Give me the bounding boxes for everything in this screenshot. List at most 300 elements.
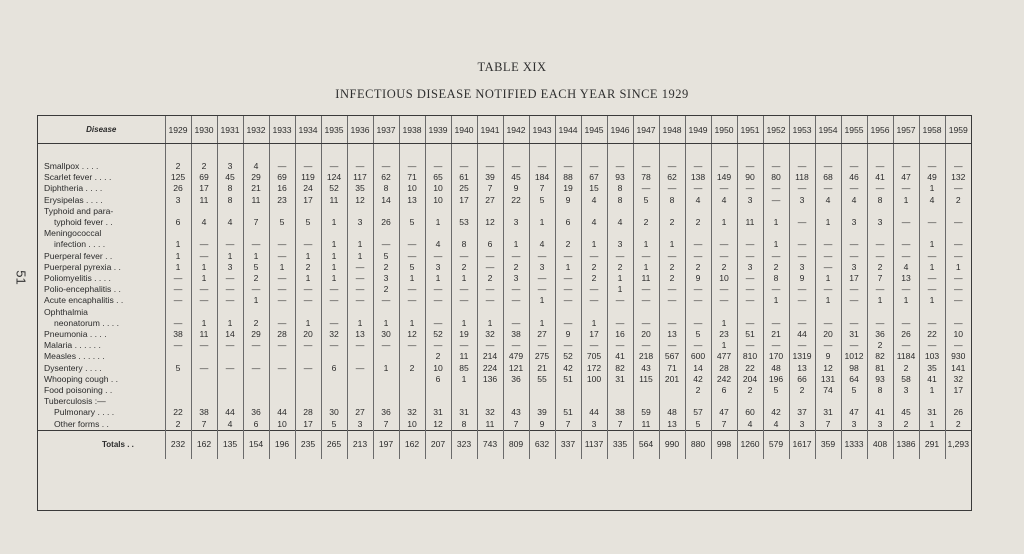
- totals-cell: 1260: [737, 430, 763, 459]
- table-cell: 19: [555, 183, 581, 194]
- table-cell: [711, 307, 737, 318]
- table-cell: —: [893, 284, 919, 295]
- table-cell: 32: [477, 407, 503, 418]
- totals-cell: 323: [451, 430, 477, 459]
- table-cell: 3: [867, 217, 893, 228]
- table-cell: —: [659, 161, 685, 172]
- table-cell: 4: [841, 195, 867, 206]
- table-cell: —: [633, 340, 659, 351]
- totals-cell: 197: [373, 430, 399, 459]
- table-cell: —: [945, 161, 971, 172]
- table-cell: —: [425, 251, 451, 262]
- row-label: Meningococcal: [44, 228, 102, 239]
- table-cell: 201: [659, 374, 685, 385]
- table-cell: 1: [919, 262, 945, 273]
- table-cell: 1: [321, 262, 347, 273]
- table-cell: 9: [685, 273, 711, 284]
- table-cell: 4: [763, 419, 789, 431]
- table-cell: —: [841, 284, 867, 295]
- table-cell: 204: [737, 374, 763, 385]
- table-cell: 62: [659, 172, 685, 183]
- table-cell: —: [919, 284, 945, 295]
- table-cell: —: [633, 295, 659, 306]
- table-cell: 8: [217, 183, 243, 194]
- table-cell: 21: [763, 329, 789, 340]
- table-cell: [815, 228, 841, 239]
- table-cell: [841, 307, 867, 318]
- row-label: Ophthalmia: [44, 306, 88, 317]
- table-cell: 7: [373, 419, 399, 431]
- table-cell: [503, 385, 529, 396]
- table-cell: 93: [607, 172, 633, 183]
- table-cell: 2: [477, 273, 503, 284]
- table-row: [38, 407, 971, 418]
- table-cell: —: [607, 295, 633, 306]
- row-label: Acute encaphalitis . .: [44, 295, 124, 306]
- table-cell: —: [945, 295, 971, 306]
- table-cell: 2: [243, 318, 269, 329]
- totals-cell: 196: [269, 430, 295, 459]
- table-cell: [581, 385, 607, 396]
- table-cell: —: [841, 161, 867, 172]
- table-cell: 2: [633, 217, 659, 228]
- table-cell: 4: [217, 217, 243, 228]
- table-cell: 3: [789, 262, 815, 273]
- totals-cell: 207: [425, 430, 451, 459]
- table-cell: 5: [633, 195, 659, 206]
- table-cell: [243, 307, 269, 318]
- table-cell: 8: [867, 385, 893, 396]
- table-cell: —: [347, 295, 373, 306]
- table-cell: —: [321, 161, 347, 172]
- table-cell: [893, 396, 919, 407]
- table-cell: —: [477, 251, 503, 262]
- table-cell: 103: [919, 351, 945, 362]
- table-cell: [477, 396, 503, 407]
- table-cell: 7: [503, 419, 529, 431]
- table-cell: 5: [841, 385, 867, 396]
- table-cell: [555, 228, 581, 239]
- table-cell: 172: [581, 363, 607, 374]
- table-cell: 1: [919, 419, 945, 431]
- table-cell: 68: [815, 172, 841, 183]
- table-cell: [633, 307, 659, 318]
- table-cell: —: [217, 284, 243, 295]
- table-cell: —: [685, 161, 711, 172]
- table-cell: 8: [607, 195, 633, 206]
- table-cell: 14: [217, 329, 243, 340]
- table-cell: [763, 206, 789, 217]
- table-cell: [373, 228, 399, 239]
- table-cell: —: [867, 284, 893, 295]
- table-cell: —: [685, 239, 711, 250]
- table-cell: 48: [659, 407, 685, 418]
- table-cell: 3: [867, 419, 893, 431]
- table-cell: 71: [659, 363, 685, 374]
- table-cell: [581, 206, 607, 217]
- table-cell: 3: [737, 195, 763, 206]
- table-cell: —: [763, 183, 789, 194]
- table-cell: 24: [295, 183, 321, 194]
- totals-cell: 1,293: [945, 430, 971, 459]
- table-cell: 2: [451, 262, 477, 273]
- totals-cell: 235: [295, 430, 321, 459]
- totals-cell: 162: [399, 430, 425, 459]
- table-cell: 30: [373, 329, 399, 340]
- table-cell: —: [165, 273, 191, 284]
- table-row: [38, 273, 971, 284]
- table-row: [38, 228, 971, 239]
- table-cell: 2: [685, 262, 711, 273]
- table-cell: —: [243, 284, 269, 295]
- table-cell: 2: [711, 262, 737, 273]
- table-cell: 3: [217, 161, 243, 172]
- table-row: [38, 183, 971, 194]
- table-cell: 36: [243, 407, 269, 418]
- table-row: [38, 195, 971, 206]
- table-cell: [269, 228, 295, 239]
- table-cell: [763, 228, 789, 239]
- table-cell: 2: [503, 262, 529, 273]
- table-cell: 1: [399, 318, 425, 329]
- row-label: Polio-encephalitis . .: [44, 284, 121, 295]
- table-cell: 5: [763, 385, 789, 396]
- table-cell: 42: [555, 363, 581, 374]
- table-cell: 4: [581, 195, 607, 206]
- table-cell: 2: [165, 419, 191, 431]
- row-label: Smallpox . . . .: [44, 161, 99, 171]
- table-cell: —: [321, 284, 347, 295]
- table-cell: [191, 228, 217, 239]
- table-cell: 2: [789, 385, 815, 396]
- table-cell: —: [451, 340, 477, 351]
- table-cell: —: [737, 295, 763, 306]
- table-cell: [217, 351, 243, 362]
- table-row: [38, 307, 971, 318]
- table-cell: 51: [555, 374, 581, 385]
- totals-cell: 265: [321, 430, 347, 459]
- table-cell: 1: [321, 251, 347, 262]
- table-cell: 2: [685, 385, 711, 396]
- table-cell: 2: [867, 262, 893, 273]
- row-label: infection . . . .: [54, 239, 106, 250]
- table-cell: —: [659, 340, 685, 351]
- table-cell: [659, 228, 685, 239]
- table-cell: 2: [659, 262, 685, 273]
- table-cell: —: [893, 217, 919, 228]
- table-cell: 115: [633, 374, 659, 385]
- table-cell: 10: [425, 363, 451, 374]
- table-cell: —: [269, 340, 295, 351]
- table-cell: 9: [529, 419, 555, 431]
- table-cell: [607, 385, 633, 396]
- table-cell: 1: [763, 295, 789, 306]
- header-year: 1958: [919, 116, 945, 144]
- table-cell: —: [269, 161, 295, 172]
- table-cell: [347, 374, 373, 385]
- table-row: [38, 239, 971, 250]
- table-cell: —: [685, 318, 711, 329]
- table-cell: 2: [945, 419, 971, 431]
- table-cell: 2: [659, 273, 685, 284]
- table-cell: 4: [685, 195, 711, 206]
- table-cell: 7: [191, 419, 217, 431]
- table-cell: —: [165, 284, 191, 295]
- table-cell: —: [529, 284, 555, 295]
- table-cell: [347, 206, 373, 217]
- table-cell: 16: [269, 183, 295, 194]
- table-cell: 149: [711, 172, 737, 183]
- table-cell: 49: [919, 172, 945, 183]
- table-cell: 4: [217, 419, 243, 431]
- table-cell: [347, 396, 373, 407]
- header-year: 1953: [789, 116, 815, 144]
- table-cell: 12: [815, 363, 841, 374]
- table-cell: [867, 228, 893, 239]
- table-cell: 44: [217, 407, 243, 418]
- table-cell: —: [789, 318, 815, 329]
- table-cell: —: [685, 251, 711, 262]
- table-cell: 22: [165, 407, 191, 418]
- table-cell: [451, 385, 477, 396]
- table-cell: 12: [477, 217, 503, 228]
- table-cell: 44: [789, 329, 815, 340]
- table-cell: 1: [451, 273, 477, 284]
- table-cell: 1: [919, 183, 945, 194]
- table-cell: 7: [529, 183, 555, 194]
- table-cell: —: [529, 161, 555, 172]
- header-year: 1934: [295, 116, 321, 144]
- table-cell: 36: [373, 407, 399, 418]
- table-cell: 11: [477, 419, 503, 431]
- table-cell: —: [347, 262, 373, 273]
- table-cell: 14: [373, 195, 399, 206]
- row-label: Erysipelas . . . .: [44, 194, 103, 205]
- table-cell: 4: [243, 161, 269, 172]
- table-cell: 7: [711, 419, 737, 431]
- table-cell: 1319: [789, 351, 815, 362]
- table-cell: —: [555, 273, 581, 284]
- table-cell: 1: [295, 273, 321, 284]
- table-body: [38, 144, 971, 459]
- table-cell: 8: [763, 273, 789, 284]
- table-cell: —: [867, 161, 893, 172]
- table-cell: 9: [815, 351, 841, 362]
- table-cell: 1: [763, 239, 789, 250]
- table-cell: 1: [919, 295, 945, 306]
- table-cell: [191, 351, 217, 362]
- table-cell: —: [867, 239, 893, 250]
- table-cell: 3: [425, 262, 451, 273]
- table-cell: [165, 374, 191, 385]
- table-cell: 3: [503, 217, 529, 228]
- table-cell: 6: [555, 217, 581, 228]
- header-year: 1952: [763, 116, 789, 144]
- table-cell: —: [477, 340, 503, 351]
- table-cell: 62: [373, 172, 399, 183]
- table-cell: 1: [191, 262, 217, 273]
- table-row: [38, 340, 971, 351]
- table-cell: 184: [529, 172, 555, 183]
- table-cell: [165, 396, 191, 407]
- table-cell: 28: [711, 363, 737, 374]
- table-cell: [295, 307, 321, 318]
- table-cell: 131: [815, 374, 841, 385]
- table-cell: [295, 396, 321, 407]
- table-cell: 4: [737, 419, 763, 431]
- table-cell: [867, 206, 893, 217]
- table-cell: —: [815, 262, 841, 273]
- table-cell: —: [815, 340, 841, 351]
- table-cell: 17: [191, 183, 217, 194]
- table-cell: 4: [425, 239, 451, 250]
- table-cell: 1184: [893, 351, 919, 362]
- table-cell: [477, 206, 503, 217]
- table-cell: [165, 385, 191, 396]
- table-cell: —: [581, 251, 607, 262]
- table-cell: —: [893, 340, 919, 351]
- table-cell: 1: [633, 262, 659, 273]
- table-cell: 2: [737, 385, 763, 396]
- table-cell: —: [295, 363, 321, 374]
- table-cell: 53: [451, 217, 477, 228]
- table-cell: 22: [737, 363, 763, 374]
- table-row: [38, 385, 971, 396]
- table-cell: —: [191, 295, 217, 306]
- table-cell: 5: [685, 419, 711, 431]
- table-cell: 11: [243, 195, 269, 206]
- table-cell: —: [295, 161, 321, 172]
- table-cell: —: [399, 284, 425, 295]
- table-cell: [373, 374, 399, 385]
- table-cell: [451, 307, 477, 318]
- header-year: 1939: [425, 116, 451, 144]
- table-cell: 5: [685, 329, 711, 340]
- table-cell: 26: [945, 407, 971, 418]
- totals-cell: 743: [477, 430, 503, 459]
- table-cell: [789, 228, 815, 239]
- table-cell: 1: [633, 239, 659, 250]
- table-row: [38, 396, 971, 407]
- table-cell: [191, 385, 217, 396]
- row-label: Other forms . .: [54, 418, 109, 429]
- table-cell: 2: [763, 262, 789, 273]
- table-cell: —: [815, 239, 841, 250]
- table-cell: 36: [867, 329, 893, 340]
- table-cell: 1: [581, 318, 607, 329]
- table-cell: [581, 307, 607, 318]
- table-cell: —: [685, 295, 711, 306]
- table-cell: —: [399, 251, 425, 262]
- table-cell: 1: [321, 217, 347, 228]
- table-cell: 132: [945, 172, 971, 183]
- table-cell: 21: [529, 363, 555, 374]
- totals-cell: 1617: [789, 430, 815, 459]
- table-cell: 4: [711, 195, 737, 206]
- table-cell: —: [711, 251, 737, 262]
- table-cell: [815, 206, 841, 217]
- table-cell: 45: [893, 407, 919, 418]
- table-cell: 28: [295, 407, 321, 418]
- table-cell: —: [243, 239, 269, 250]
- table-cell: —: [477, 161, 503, 172]
- table-cell: [711, 396, 737, 407]
- table-cell: 13: [659, 329, 685, 340]
- table-cell: [867, 396, 893, 407]
- table-cell: [815, 396, 841, 407]
- table-cell: 1: [711, 340, 737, 351]
- table-cell: [399, 351, 425, 362]
- table-cell: [633, 228, 659, 239]
- table-cell: —: [789, 217, 815, 228]
- table-cell: 13: [893, 273, 919, 284]
- table-cell: 1: [165, 262, 191, 273]
- table-cell: 44: [269, 407, 295, 418]
- table-cell: [217, 385, 243, 396]
- totals-cell: 632: [529, 430, 555, 459]
- table-cell: —: [659, 183, 685, 194]
- table-cell: 2: [295, 262, 321, 273]
- totals-cell: 809: [503, 430, 529, 459]
- table-cell: —: [659, 251, 685, 262]
- table-cell: 9: [789, 273, 815, 284]
- table-cell: —: [685, 340, 711, 351]
- row-label: neonatorum . . . .: [54, 317, 119, 328]
- table-cell: 8: [659, 195, 685, 206]
- table-cell: 29: [243, 172, 269, 183]
- table-cell: —: [945, 340, 971, 351]
- table-cell: 29: [243, 329, 269, 340]
- header-year: 1949: [685, 116, 711, 144]
- totals-label: Totals . .: [38, 430, 165, 459]
- table-cell: [555, 307, 581, 318]
- table-cell: 5: [373, 251, 399, 262]
- table-row: [38, 329, 971, 340]
- table-cell: 27: [347, 407, 373, 418]
- table-cell: 7: [815, 419, 841, 431]
- table-cell: [607, 396, 633, 407]
- table-cell: [451, 206, 477, 217]
- table-row: [38, 318, 971, 329]
- table-cell: 21: [243, 183, 269, 194]
- table-cell: —: [373, 295, 399, 306]
- table-cell: 5: [295, 217, 321, 228]
- table-cell: [945, 307, 971, 318]
- table-cell: [477, 385, 503, 396]
- table-cell: [269, 374, 295, 385]
- table-cell: 242: [711, 374, 737, 385]
- table-cell: [529, 307, 555, 318]
- header-year: 1947: [633, 116, 659, 144]
- table-cell: —: [815, 183, 841, 194]
- table-cell: 7: [555, 419, 581, 431]
- row-label: Pneumonia . . . .: [44, 329, 107, 340]
- table-cell: —: [269, 295, 295, 306]
- table-cell: —: [217, 295, 243, 306]
- table-cell: 69: [269, 172, 295, 183]
- table-cell: —: [373, 239, 399, 250]
- totals-cell: 213: [347, 430, 373, 459]
- table-cell: [789, 396, 815, 407]
- table-cell: —: [867, 251, 893, 262]
- table-cell: 3: [737, 262, 763, 273]
- table-cell: 31: [607, 374, 633, 385]
- table-cell: 81: [867, 363, 893, 374]
- table-cell: 141: [945, 363, 971, 374]
- table-cell: [321, 206, 347, 217]
- table-cell: —: [451, 161, 477, 172]
- table-cell: 60: [737, 407, 763, 418]
